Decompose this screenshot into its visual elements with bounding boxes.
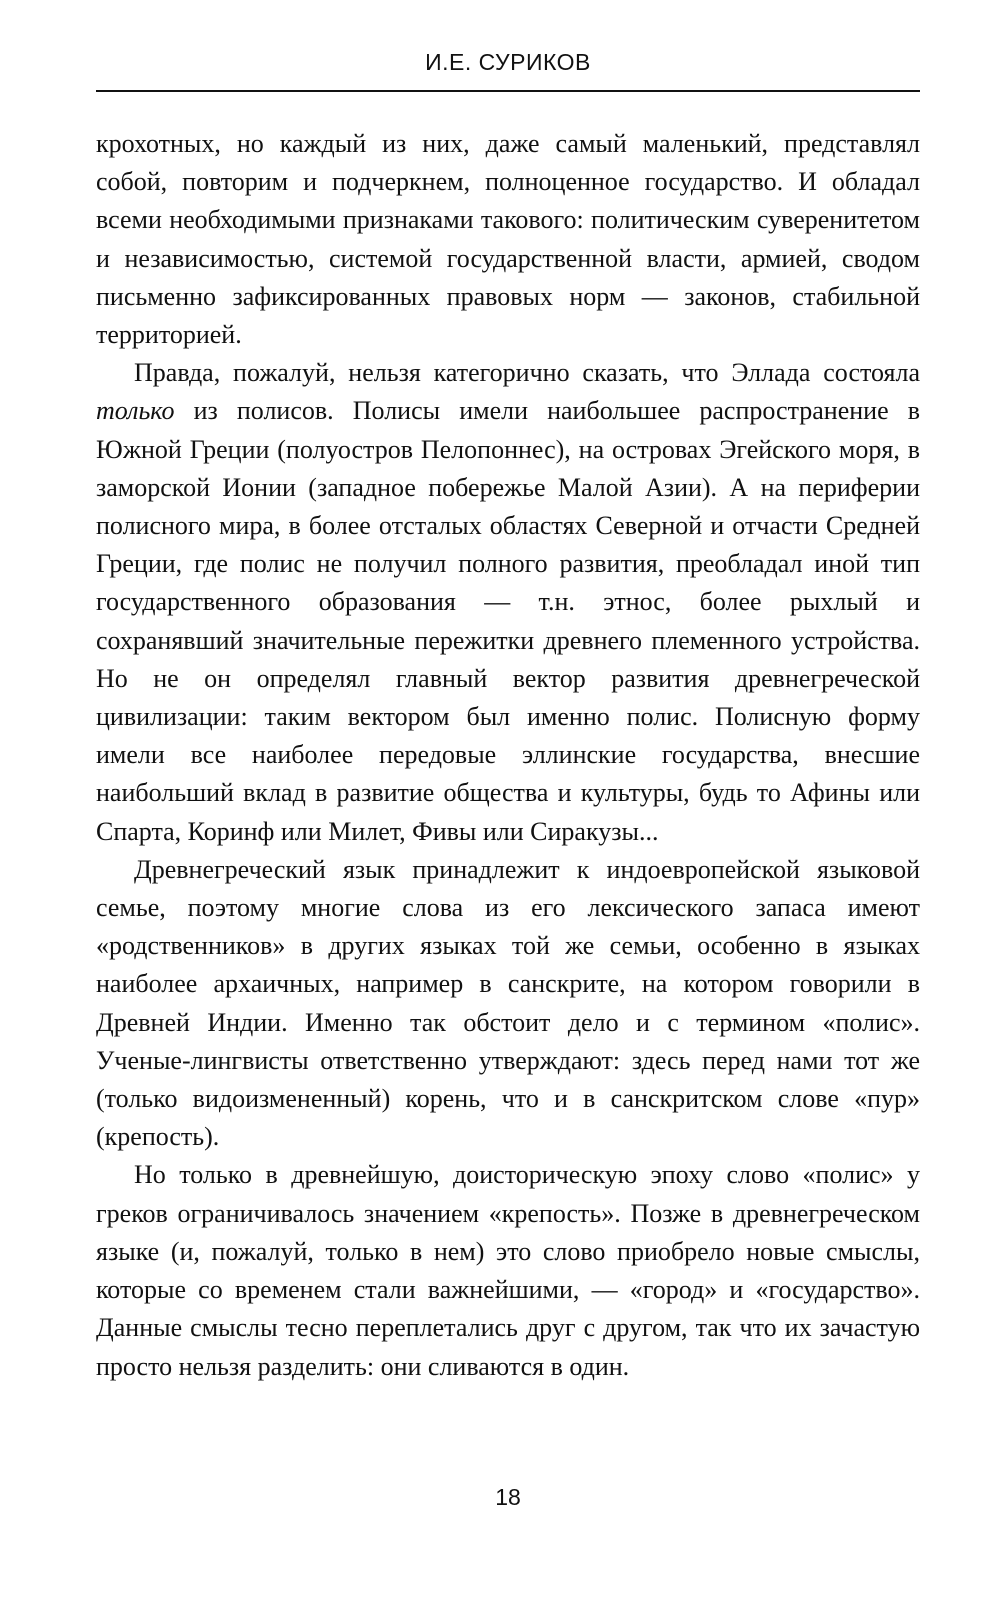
emphasis-word: только xyxy=(96,396,175,426)
page-number: 18 xyxy=(495,1484,521,1510)
paragraph-text: Правда, пожалуй, нельзя категорично сказать, что Эллада состояла xyxy=(134,358,920,388)
paragraph xyxy=(96,354,920,851)
paragraph: Но только в древнейшую, доисторическую эпоху слово «полис» у греков ограничивалось значением «крепость». Позже в древнегреческом языке (и, пожалуй, только в нем) это слово приобрело новые смыслы, которые со временем стали важнейшими, — «город» и «государство». Данные смыслы тесно переплетались друг с другом, так что их зачастую просто нельзя разделить: они сливаются в один. xyxy=(96,1160,920,1381)
running-header: И.Е. СУРИКОВ xyxy=(425,49,591,75)
page-body xyxy=(96,125,920,1386)
paragraph-text: из полисов. Полисы имели наибольшее распространение в Южной Греции (полуостров Пелопоннес), на островах Эгейского моря, в заморской Ионии (западное побережье Малой Азии). А на периферии полисного мира, в более отсталых областях Северной и отчасти Средней Греции, где полис не получил полного развития, преобладал иной тип государственного образования — т.н. этнос, более рыхлый и сохранявший значительные пережитки древнего племенного устройства. Но не он определял главный вектор развития древнегреческой цивилизации: таким вектором был именно полис. Полисную форму имели все наиболее передовые эллинские государства, внесшие наибольший вклад в развитие общества и культуры, будь то Афины или Спарта, Коринф или Милет, Фивы или Сиракузы... xyxy=(96,396,920,846)
paragraph-continued: крохотных, но каждый из них, даже самый маленький, представлял собой, повторим и подчеркнем, полноценное государство. И обладал всеми необходимыми признаками такового: политическим суверенитетом и независимостью, системой государственной власти, армией, сводом письменно зафиксированных правовых норм — законов, стабильной территорией. xyxy=(96,129,920,350)
header-rule xyxy=(96,90,920,92)
paragraph: Древнегреческий язык принадлежит к индоевропейской языковой семье, поэтому многие слова из его лексического запаса имеют «родственников» в других языках той же семьи, особенно в языках наиболее архаичных, например в санскрите, на котором говорили в Древней Индии. Именно так обстоит дело и с термином «полис». Ученые-лингвисты ответственно утверждают: здесь перед нами тот же (только видоизмененный) корень, что и в санскритском слове «пур» (крепость). xyxy=(96,854,920,1152)
